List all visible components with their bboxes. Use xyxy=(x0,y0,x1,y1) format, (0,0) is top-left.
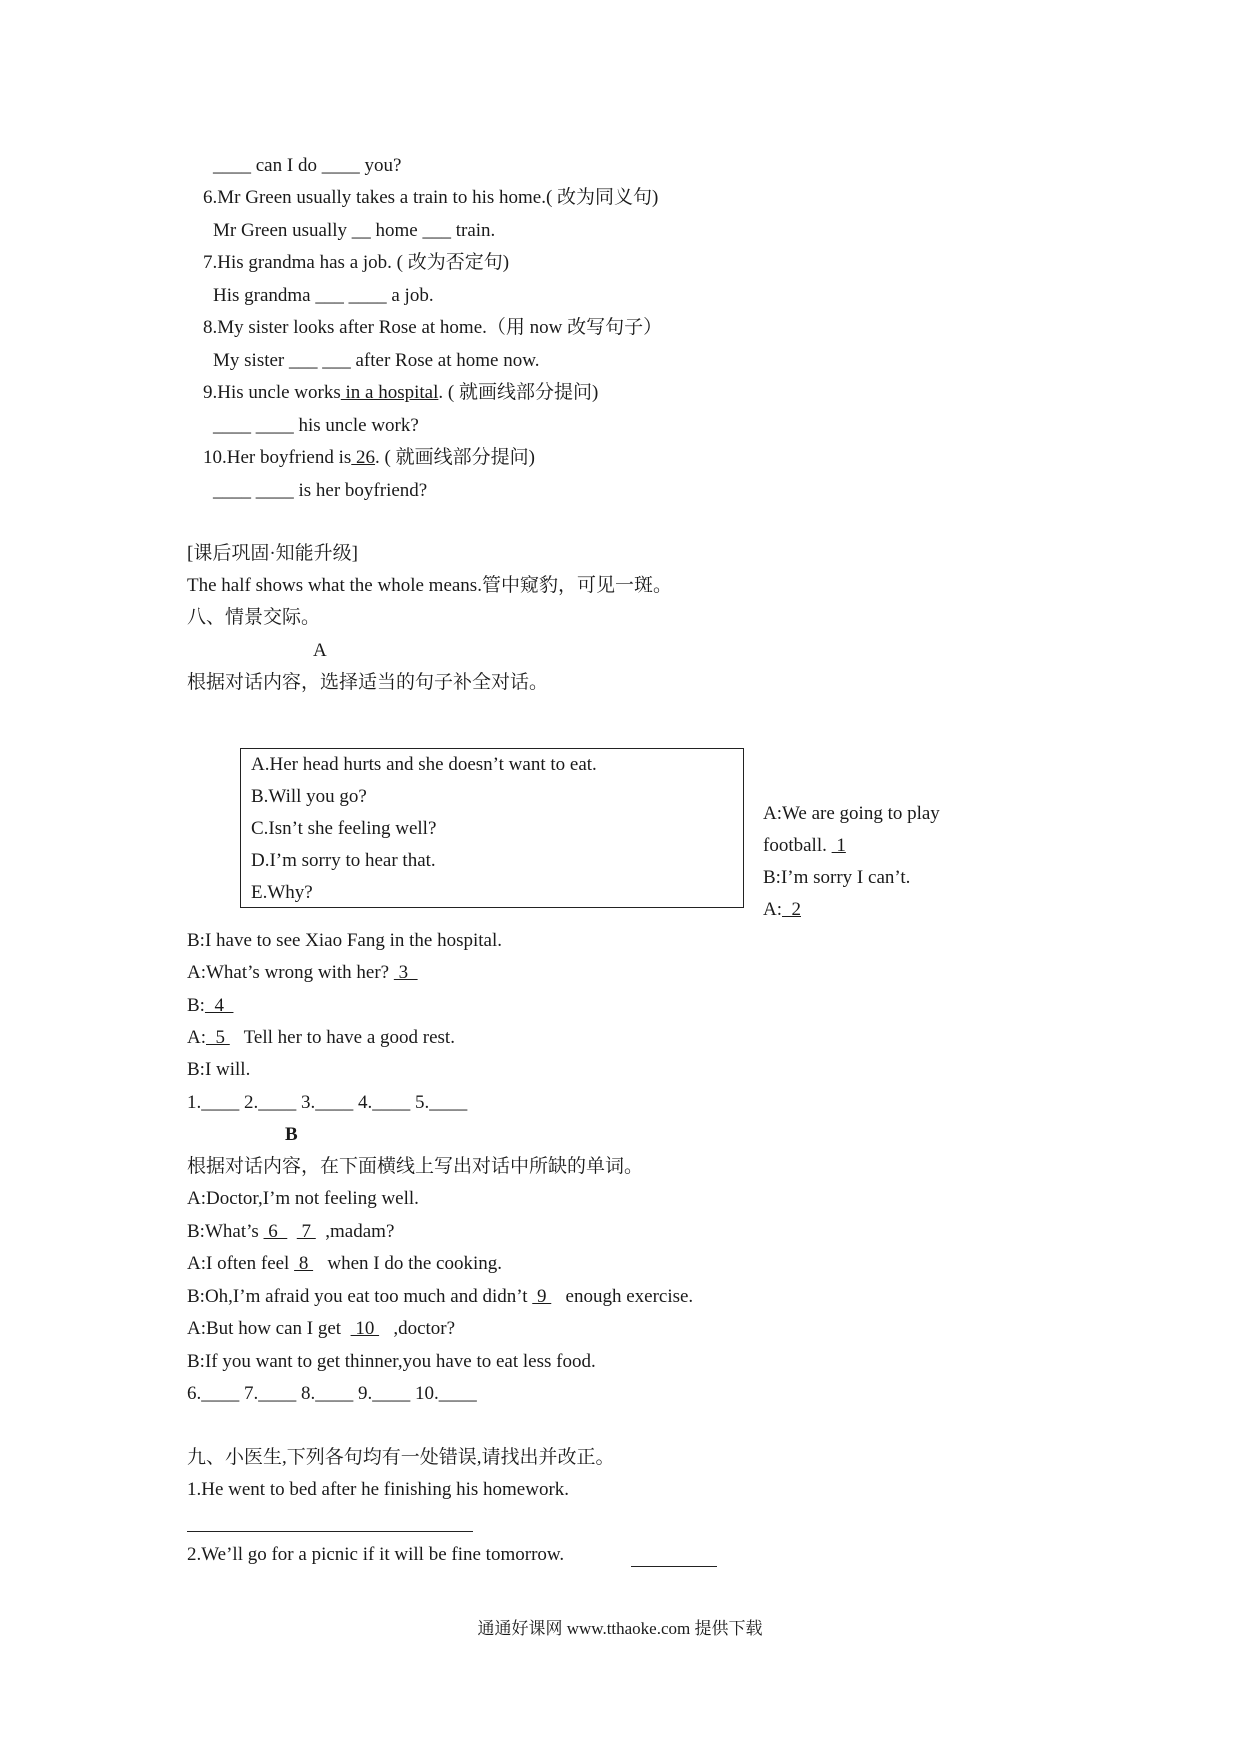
option-c: C.Isn’t she feeling well? xyxy=(251,818,437,839)
part-b-answers: 6.____ 7.____ 8.____ 9.____ 10.____ xyxy=(187,1383,477,1404)
option-b: B.Will you go? xyxy=(251,786,367,807)
side-dialogue-line: B:I’m sorry I can’t. xyxy=(763,867,911,888)
p7-answer-10: ____ ____ is her boyfriend? xyxy=(213,480,428,501)
p7-answer-6: Mr Green usually __ home ___ train. xyxy=(213,220,496,241)
part-b-instruction: 根据对话内容，在下面横线上写出对话中所缺的单词。 xyxy=(187,1156,644,1177)
p7-question-9: 9.His uncle works in a hospital. ( 就画线部分提问) xyxy=(203,382,599,403)
dialogue-b-line: B:What’s 6 7 ,madam? xyxy=(187,1221,395,1242)
option-a: A.Her head hurts and she doesn’t want to eat. xyxy=(251,754,597,775)
part-a-answers: 1.____ 2.____ 3.____ 4.____ 5.____ xyxy=(187,1092,468,1113)
section9-item-1: 1.He went to bed after he finishing his homework. xyxy=(187,1479,570,1500)
p7-answer-8: My sister ___ ___ after Rose at home now. xyxy=(213,350,540,371)
p7-question-7: 7.His grandma has a job. ( 改为否定句) xyxy=(203,252,510,273)
section9-title: 九、小医生,下列各句均有一处错误,请找出并改正。 xyxy=(187,1447,615,1468)
side-dialogue-line: A:We are going to play xyxy=(763,803,940,824)
dialogue-a-line: B:I have to see Xiao Fang in the hospital. xyxy=(187,930,503,951)
dialogue-a-line: B: 4 xyxy=(187,995,234,1016)
section8-title: 八、情景交际。 xyxy=(187,607,321,628)
section9-item-2: 2.We’ll go for a picnic if it will be fine tomorrow. xyxy=(187,1544,565,1565)
dialogue-b-line: A:But how can I get 10 ,doctor? xyxy=(187,1318,456,1339)
p7-question-6: 6.Mr Green usually takes a train to his home.( 改为同义句) xyxy=(203,187,659,208)
dialogue-a-line: A:What’s wrong with her? 3 xyxy=(187,962,418,983)
footer: 通通好课网 www.tthaoke.com 提供下载 xyxy=(477,1619,763,1638)
dialogue-b-line: A:I often feel 8 when I do the cooking. xyxy=(187,1253,502,1274)
proverb: The half shows what the whole means.管中窥豹，可见一斑。 xyxy=(187,575,672,596)
answer-line xyxy=(631,1566,717,1567)
after-class-heading: [课后巩固·知能升级] xyxy=(187,543,358,564)
part-a-label: A xyxy=(313,640,327,661)
p7-question-10: 10.Her boyfriend is 26. ( 就画线部分提问) xyxy=(203,447,535,468)
option-e: E.Why? xyxy=(251,882,313,903)
dialogue-a-line: B:I will. xyxy=(187,1059,251,1080)
part-a-instruction: 根据对话内容，选择适当的句子补全对话。 xyxy=(187,672,549,693)
p7-question-8: 8.My sister looks after Rose at home.（用 now 改写句子） xyxy=(203,317,663,338)
part-b-label: B xyxy=(285,1124,298,1145)
side-dialogue-line: football. 1 xyxy=(763,835,846,856)
p7-answer-7: His grandma ___ ____ a job. xyxy=(213,285,434,306)
dialogue-a-line: A: 5 Tell her to have a good rest. xyxy=(187,1027,455,1048)
dialogue-b-line: A:Doctor,I’m not feeling well. xyxy=(187,1188,419,1209)
p7-answer-9: ____ ____ his uncle work? xyxy=(213,415,419,436)
dialogue-b-line: B:If you want to get thinner,you have to eat less food. xyxy=(187,1351,596,1372)
answer-line xyxy=(187,1531,473,1532)
option-d: D.I’m sorry to hear that. xyxy=(251,850,436,871)
side-dialogue-line: A: 2 xyxy=(763,899,801,920)
dialogue-b-line: B:Oh,I’m afraid you eat too much and didn’t 9 enough exercise. xyxy=(187,1286,694,1307)
p7-line-1: ____ can I do ____ you? xyxy=(213,155,402,176)
